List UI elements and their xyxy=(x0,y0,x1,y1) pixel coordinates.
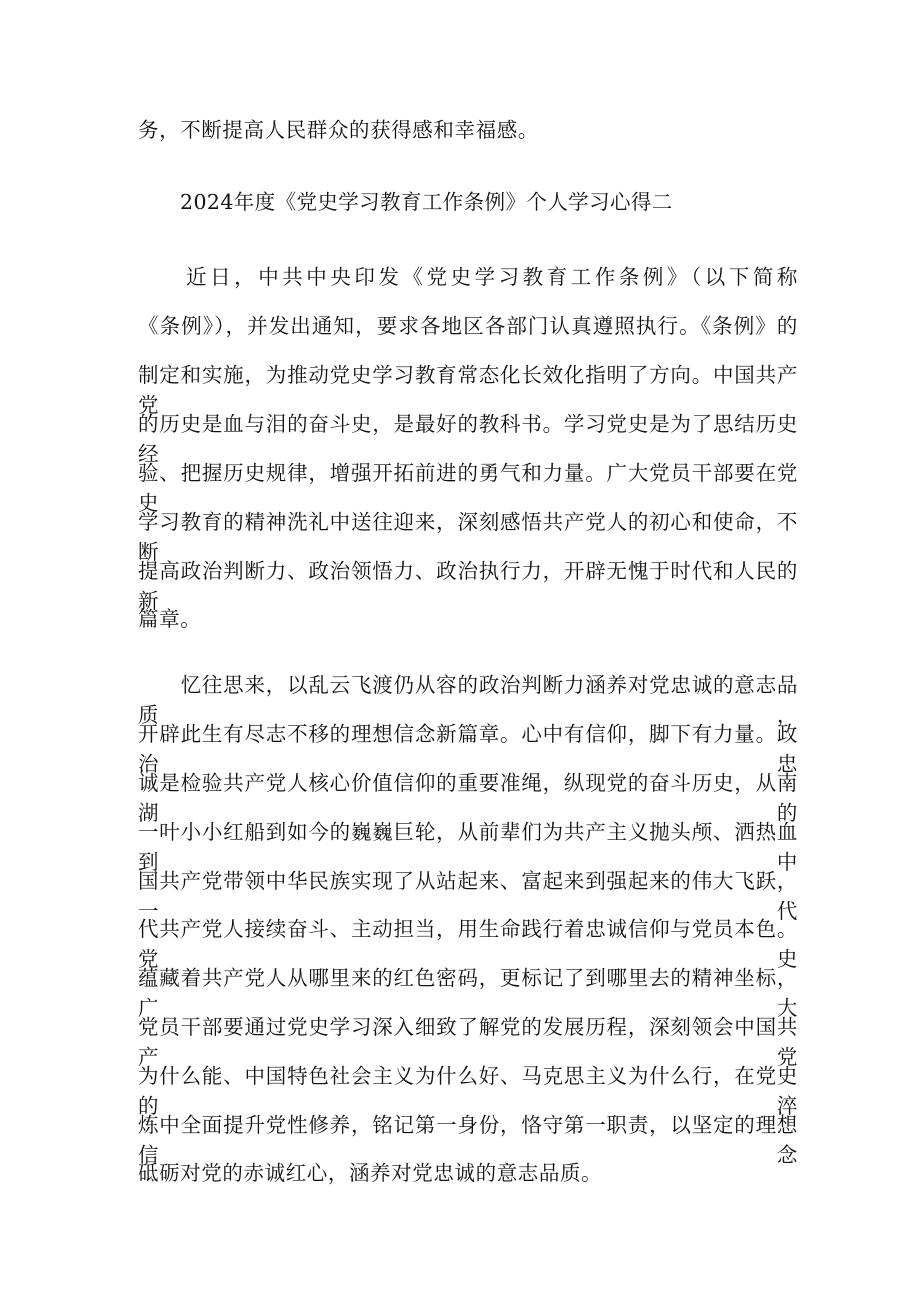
paragraph-line: 代共产党人接续奋斗、主动担当，用生命践行着忠诚信仰与党员本色。党史 xyxy=(138,917,798,971)
paragraph-line: 国共产党带领中华民族实现了从站起来、富起来到强起来的伟大飞跃，一代 xyxy=(138,869,798,923)
paragraph-line: 近日，中共中央印发《党史学习教育工作条例》（以下简称 xyxy=(138,265,798,289)
paragraph-line: 蕴藏着共产党人从哪里来的红色密码，更标记了到哪里去的精神坐标，广大 xyxy=(138,966,798,1020)
paragraph-line: 《条例》），并发出通知，要求各地区各部门认真遵照执行。《条例》的 xyxy=(138,314,798,338)
paragraph-line: 验、把握历史规律，增强开拓前进的勇气和力量。广大党员干部要在党史 xyxy=(138,461,798,515)
paragraph-line: 的历史是血与泪的奋斗史，是最好的教科书。学习党史是为了思结历史经 xyxy=(138,412,798,466)
paragraph-line: 为什么能、中国特色社会主义为什么好、马克思主义为什么行，在党史的淬 xyxy=(138,1064,798,1118)
section-heading: 2024年度《党史学习教育工作条例》个人学习心得二 xyxy=(180,190,673,214)
paragraph-line: 砥砺对党的赤诚红心，涵养对党忠诚的意志品质。 xyxy=(138,1161,603,1185)
paragraph-line: 一叶小小红船到如今的巍巍巨轮，从前辈们为共产主义抛头颅、洒热血到中 xyxy=(138,820,798,874)
paragraph-line: 提高政治判断力、政治领悟力、政治执行力，开辟无愧于时代和人民的新 xyxy=(138,559,798,613)
paragraph-line: 忆往思来，以乱云飞渡仍从容的政治判断力涵养对党忠诚的意志品质， xyxy=(138,673,798,727)
paragraph-line: 学习教育的精神洗礼中送往迎来，深刻感悟共产党人的初心和使命，不断 xyxy=(138,510,798,564)
paragraph-line: 开辟此生有尽志不移的理想信念新篇章。心中有信仰，脚下有力量。政治忠 xyxy=(138,722,798,776)
paragraph-line: 党员干部要通过党史学习深入细致了解党的发展历程，深刻领会中国共产党 xyxy=(138,1015,798,1069)
carryover-line: 务，不断提高人民群众的获得感和幸福感。 xyxy=(138,118,539,142)
paragraph-line: 炼中全面提升党性修养，铭记第一身份，恪守第一职责，以坚定的理想信念 xyxy=(138,1113,798,1167)
paragraph-line: 诚是检验共产党人核心价值信仰的重要准绳，纵现党的奋斗历史，从南湖的 xyxy=(138,771,798,825)
paragraph-line: 制定和实施，为推动党史学习教育常态化长效化指明了方向。中国共产党 xyxy=(138,363,798,417)
paragraph-line: 篇章。 xyxy=(138,607,202,631)
